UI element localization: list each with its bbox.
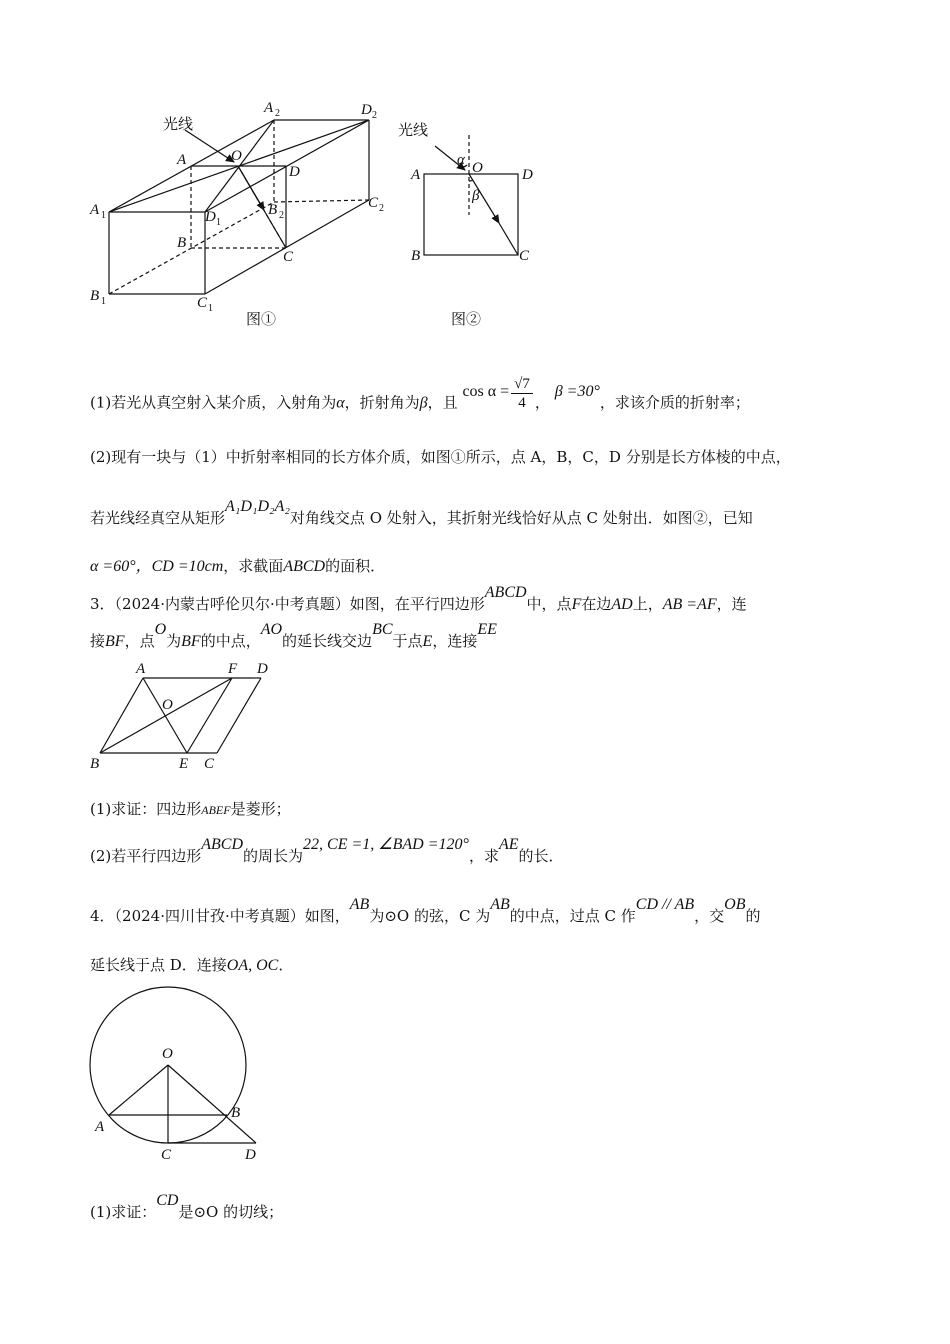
q3-ab-af: AB =AF	[662, 596, 717, 613]
q2-2-text-b: 对角线交点 O 处射入，其折射光线恰好从点 C 处射出．如图②，已知	[289, 509, 753, 527]
q2-2-text-e: 的面积．	[325, 557, 386, 575]
fig1-label-b1: B	[90, 288, 100, 304]
fig1-label-a1: A	[90, 202, 100, 218]
q4-1-t2: 是⊙O 的切线；	[178, 1203, 284, 1221]
q3-e: E	[422, 633, 433, 650]
q3-o: O	[154, 621, 167, 638]
q3-t6: 接	[90, 632, 106, 650]
q2-1-cos: cos α =	[462, 382, 510, 400]
q2-1-beta-value: β =30°	[554, 382, 600, 400]
fig3-label-b: B	[90, 756, 100, 772]
fig2-label-alpha: α	[457, 152, 465, 168]
fig1-label-d1-sub: 1	[216, 217, 221, 228]
q4-line1	[90, 896, 860, 928]
q2-1-text-c: ，且	[427, 393, 458, 412]
fig2-caption: 图②	[451, 312, 482, 328]
q4-t3: 的中点，过点 C 作	[509, 907, 636, 925]
q3-ee: EE	[477, 621, 497, 638]
fig2-label-beta: β	[472, 188, 480, 204]
fig4-label-c: C	[161, 1147, 172, 1163]
fig2-light-label: 光线	[398, 123, 429, 139]
fig4-label-a: A	[95, 1119, 105, 1135]
fig2-label-d: D	[522, 167, 533, 183]
fig2-label-o: O	[472, 160, 483, 176]
q2-1-fraction	[511, 375, 533, 412]
q3-1-t1: (1)求证：四边形	[90, 800, 202, 818]
fig1-label-d2: D	[361, 102, 372, 118]
q3-bf2: BF	[181, 633, 201, 650]
q4-t1: 4．（2024·四川甘孜·中考真题）如图，	[90, 907, 350, 925]
q3-2-given: 22, CE =1, ∠BAD =120°	[303, 836, 469, 853]
fig2-label-a: A	[411, 167, 421, 183]
q2-2-alpha-value: α =60°，	[90, 558, 152, 575]
fig3-label-a: A	[136, 661, 146, 677]
q4-t2: 为⊙O 的弦，C 为	[369, 907, 491, 925]
q4-ab: AB	[349, 896, 370, 913]
q2-1-den: 4	[518, 395, 526, 411]
q3-t10: 的延长线交边	[282, 632, 373, 650]
figure-2-rectangle	[424, 135, 518, 255]
q2-part2-line3	[90, 555, 860, 578]
q4-cd-ab: CD // AB	[635, 896, 695, 913]
q2-2-abcd: ABCD	[283, 558, 326, 575]
fig1-label-b1-sub: 1	[101, 296, 106, 307]
fig1-label-d: D	[289, 164, 300, 180]
fig1-label-c: C	[283, 249, 294, 265]
q3-t8: 为	[166, 632, 182, 650]
q3-t9: 的中点，	[200, 632, 261, 650]
fig1-label-c1-sub: 1	[208, 303, 213, 314]
q3-t1: 3．（2024·内蒙古呼伦贝尔·中考真题）如图，在平行四边形	[90, 595, 485, 613]
fig1-label-d1: D	[205, 209, 216, 225]
fig2-label-b: B	[411, 248, 421, 264]
q3-bf: BF	[105, 633, 125, 650]
q4-line2	[90, 954, 860, 977]
q4-oa-oc: OA, OC	[226, 957, 279, 974]
q3-t11: 于点	[392, 632, 423, 650]
q2-2-text-a: 若光线经真空从矩形	[90, 509, 226, 527]
fig3-label-o: O	[162, 697, 173, 713]
fig4-label-o: O	[162, 1046, 173, 1062]
fig4-label-d: D	[245, 1147, 256, 1163]
fig1-label-c1: C	[197, 295, 208, 311]
q4-t5: 的	[745, 907, 761, 925]
q2-part2-line1: (2)现有一块与（1）中折射率相同的长方体介质，如图①所示，点 A，B，C，D 分别是长方体棱的中点，	[90, 448, 791, 466]
q3-2-abcd: ABCD	[201, 836, 244, 853]
fig1-caption: 图①	[246, 312, 277, 328]
fig1-light-label: 光线	[163, 117, 194, 133]
q4-1-t1: (1)求证：	[90, 1203, 157, 1221]
q3-t12: ，连接	[432, 632, 478, 650]
q4-arc-ab: AB	[490, 896, 510, 913]
q2-1-text-a: (1)若光从真空射入某介质，入射角为	[90, 393, 337, 412]
fig1-label-c2: C	[368, 195, 379, 211]
fig3-label-c: C	[204, 756, 215, 772]
q4-t4: ，交	[694, 907, 725, 925]
q3-1-abef: ABEF	[201, 803, 231, 817]
fig1-label-a: A	[177, 152, 187, 168]
q3-ad: AD	[611, 596, 633, 613]
q3-2-t4: 的长．	[518, 847, 564, 865]
q3-bc: BC	[372, 621, 393, 638]
fig3-label-e: E	[179, 756, 189, 772]
fig1-label-a2-sub: 2	[275, 108, 280, 119]
fig1-label-c2-sub: 2	[379, 203, 384, 214]
fig2-label-c: C	[519, 248, 530, 264]
q3-line2	[90, 621, 860, 653]
q3-2-t1: (2)若平行四边形	[90, 847, 202, 865]
q2-1-text-e: ，求该介质的折射率；	[599, 393, 750, 412]
q3-t4: 上，	[632, 595, 663, 613]
q2-1-text-d: ，	[534, 393, 550, 412]
fig1-label-a1-sub: 1	[101, 210, 106, 221]
q2-1-beta: β	[419, 394, 428, 412]
q2-2-cd-value: CD =10cm	[151, 558, 224, 575]
q3-line1	[90, 584, 860, 616]
q2-1-text-b: ，折射角为	[344, 393, 420, 412]
q2-part1	[90, 376, 860, 422]
q4-t7: ．	[278, 956, 294, 974]
q3-part1	[90, 798, 860, 821]
q3-2-t3: ，求	[468, 847, 499, 865]
q3-ao: AO	[260, 621, 283, 638]
q4-part1	[90, 1192, 860, 1224]
figure-3-parallelogram	[80, 655, 380, 775]
fig1-label-d2-sub: 2	[372, 110, 377, 121]
q2-1-num: √7	[511, 375, 533, 394]
q3-abcd: ABCD	[484, 584, 527, 601]
q3-2-t2: 的周长为	[243, 847, 304, 865]
q4-t6: 延长线于点 D．连接	[90, 956, 227, 974]
q3-t7: ，点	[124, 632, 155, 650]
fig1-label-b: B	[177, 235, 187, 251]
q3-part2	[90, 836, 860, 868]
q3-t2: 中，点	[526, 595, 572, 613]
q2-part2-line2	[90, 498, 860, 530]
figure-4-circle	[80, 985, 340, 1175]
fig4-label-b: B	[231, 1105, 241, 1121]
fig1-label-b2: B	[268, 202, 278, 218]
q3-t5: ，连	[716, 595, 747, 613]
q4-ob: OB	[724, 896, 746, 913]
fig3-label-d: D	[257, 661, 268, 677]
figure-1-cuboid	[0, 0, 950, 340]
fig3-label-f: F	[228, 661, 238, 677]
q2-2-text-c: ，求截面	[223, 557, 284, 575]
fig1-label-o: O	[231, 148, 242, 164]
q2-1-alpha: α	[336, 394, 345, 412]
q3-2-ae: AE	[498, 836, 519, 853]
fig1-label-a2: A	[264, 100, 274, 116]
q3-f: F	[571, 596, 582, 613]
q3-1-t2: 是菱形；	[230, 800, 291, 818]
q4-1-cd: CD	[156, 1192, 179, 1209]
fig1-label-b2-sub: 2	[279, 210, 284, 221]
q2-2-rect: A₁D₁D₂A₂	[225, 498, 290, 515]
q3-t3: 在边	[581, 595, 612, 613]
